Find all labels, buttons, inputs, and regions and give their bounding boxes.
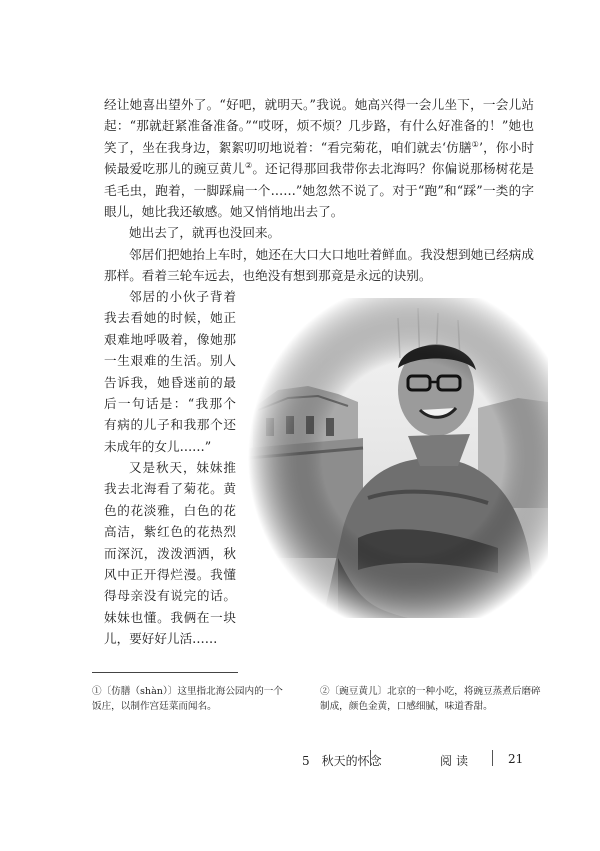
paragraph-3: 邻居们把她抬上车时，她还在大口大口地吐着鲜血。我没想到她已经病成那样。看着三轮车远去，也绝没有想到那竟是永远的诀别。 — [104, 247, 534, 284]
footer-section-label: 阅读 — [440, 754, 473, 768]
footer-separator — [370, 750, 371, 766]
author-illustration — [248, 298, 548, 618]
paragraph-2: 她出去了，就再也没回来。 — [129, 225, 281, 240]
footnote-ref-2[interactable]: ② — [244, 161, 253, 171]
paragraph-1-start: 经让她喜出望外了。“好吧，就明天。”我说。她高兴得一会儿坐下，一会儿站起：“那就赶紧准备准备。”“哎呀，烦不烦？几步路，有什么好准备的！”她也笑了，坐在我身边，絮絮叨叨地说着：“看完菊花，咱们就去‘仿膳 — [104, 97, 534, 155]
paragraph-1-middle: ’，你小时候最爱吃那儿的豌豆黄儿 — [104, 139, 534, 177]
footnote-divider — [92, 672, 238, 673]
footnote-ref-1[interactable]: ① — [471, 139, 479, 149]
paragraph-4: 邻居的小伙子背着我去看她的时候，她正艰难地呼吸着，像她那一生艰难的生活。别人告诉我，她昏迷前的最后一句话是：“我那个有病的儿子和我那个还未成年的女儿……” — [104, 289, 236, 454]
footer-separator — [492, 750, 493, 766]
paragraph-1-end: 。还记得那回我带你去北海吗？你偏说那杨树花是毛毛虫，跑着，一脚踩扁一个……”她忽然不说了。对于“跑”和“踩”一类的字眼儿，她比我还敏感。她又悄悄地出去了。 — [104, 161, 535, 220]
footer-chapter-title: 5 秋天的怀念 — [302, 754, 382, 768]
page-number: 21 — [508, 752, 524, 766]
footnote-1: ①〔仿膳（shàn）〕这里指北海公园内的一个饭庄，以制作宫廷菜而闻名。 — [92, 686, 283, 712]
paragraph-5: 又是秋天，妹妹推我去北海看了菊花。黄色的花淡雅，白色的花高洁，紫红色的花热烈而深沉，泼泼洒洒，秋风中正开得烂漫。我懂得母亲没有说完的话。妹妹也懂。我俩在一块儿，要好好儿活…… — [104, 460, 236, 647]
footnote-2: ②〔豌豆黄儿〕北京的一种小吃，将豌豆蒸煮后磨碎制成，颜色金黄，口感细腻，味道香甜。 — [320, 686, 541, 712]
paragraph-1 — [104, 94, 534, 222]
